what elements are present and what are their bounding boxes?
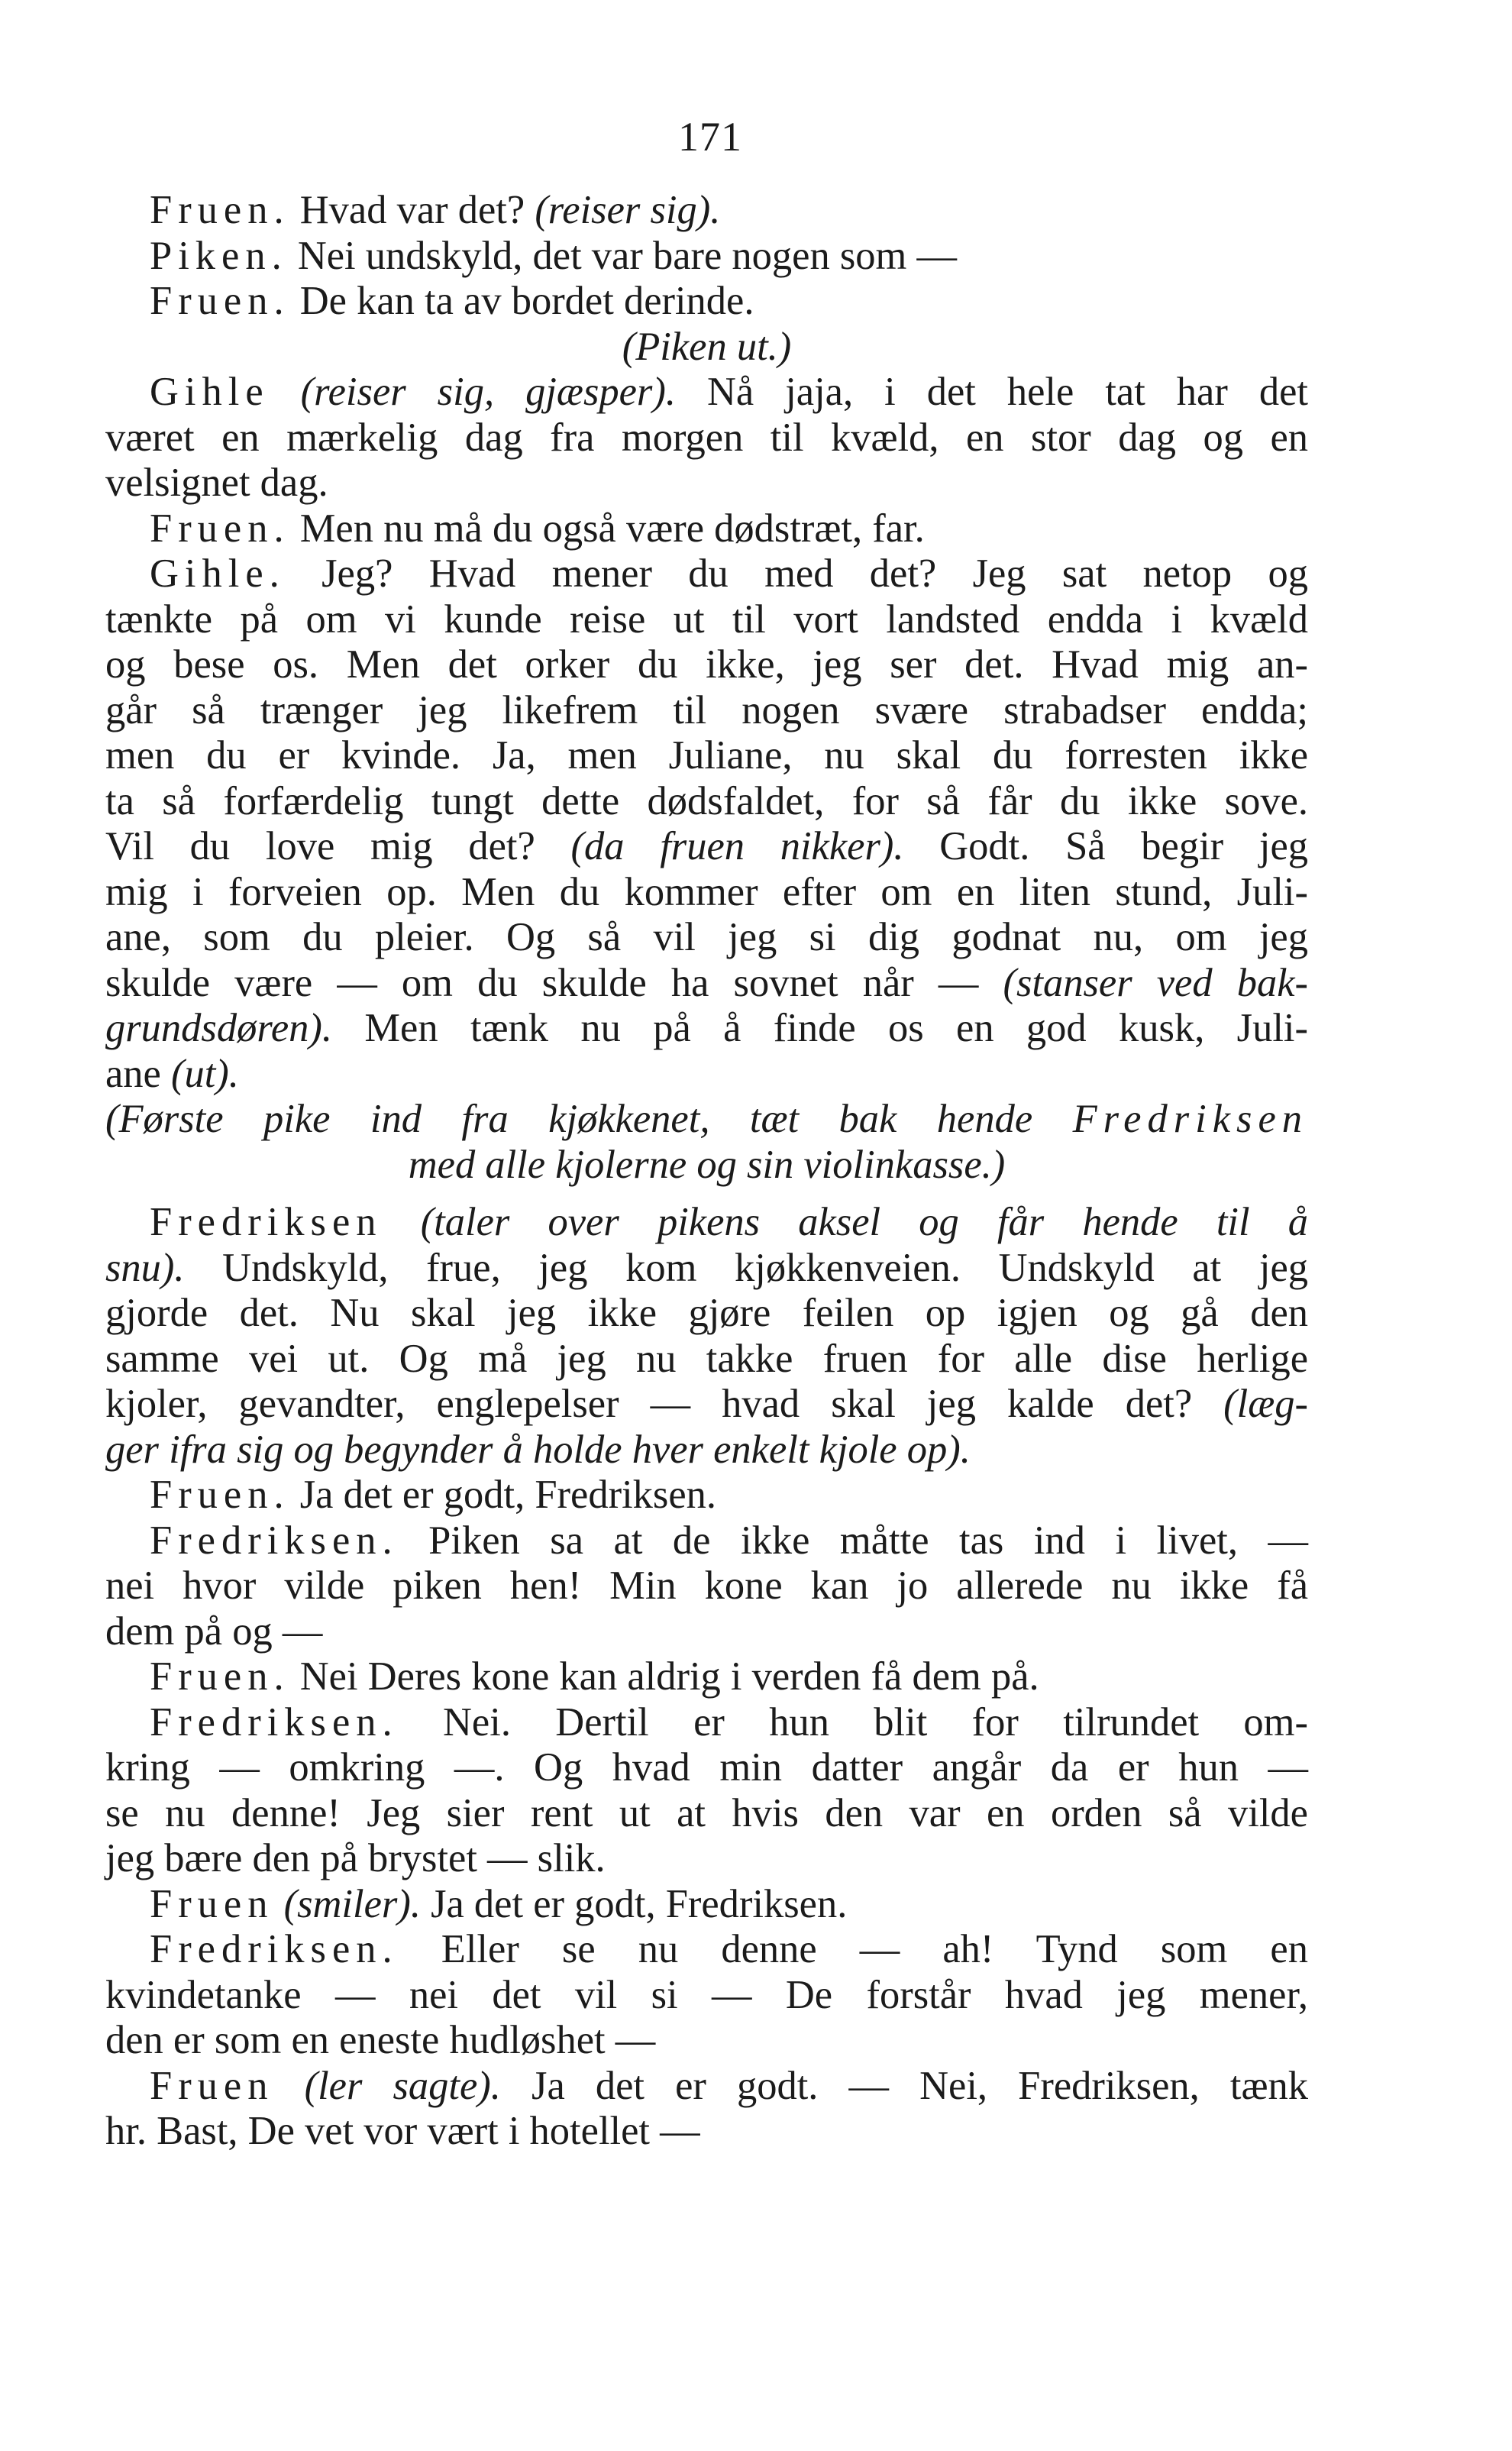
stage-direction: ger ifra sig og begynder å holde hver enkelt kjole op). [105,1427,971,1472]
dialogue-text: Piken sa at de ikke måtte tas ind i livet, — [398,1518,1308,1563]
text-line [105,188,1308,234]
dialogue-text: Men tænk nu på å finde os en god kusk, Juli- [332,1006,1308,1050]
text-line [105,915,1308,961]
dialogue-text: ane [105,1051,171,1096]
dialogue-text: velsignet dag. [105,461,328,505]
speaker-name: Fredriksen. [150,1699,399,1744]
speaker-name: Gihle. [150,551,286,596]
text-line [105,733,1308,779]
text-line [105,1927,1308,1973]
dialogue-text: Ja det er godt, Fredriksen. [420,1881,848,1926]
dialogue-text: tænkte på om vi kunde reise ut til vort landsted endda i kvæld [105,597,1308,642]
text-line [105,1291,1308,1337]
dialogue-text: hr. Bast, De vet vor vært i hotellet — [105,2109,700,2153]
dialogue-text: mig i forveien op. Men du kommer efter om en liten stund, Juli- [105,869,1308,914]
dialogue-text: se nu denne! Jeg sier rent ut at hvis den var en orden så vilde [105,1790,1308,1835]
dialogue-text: nei hvor vilde piken hen! Min kone kan jo allerede nu ikke få [105,1563,1308,1608]
stage-direction: (læg- [1223,1382,1308,1426]
dialogue-text: ane, som du pleier. Og så vil jeg si dig godnat nu, om jeg [105,915,1308,959]
text-line [105,1654,1308,1700]
dialogue-text: kjoler, gevandter, englepelser — hvad skal jeg kalde det? [105,1382,1224,1426]
stage-direction: (reiser sig, gjæsper). [300,370,676,414]
dialogue-text: De kan ta av bordet derinde. [289,279,754,323]
text-line [105,1700,1308,1746]
dialogue-text: Hvad var det? [289,188,535,232]
dialogue-text: dem på og — [105,1609,323,1654]
stage-direction: (stanser ved bak- [1003,960,1308,1005]
text-line [105,870,1308,916]
text-line [105,416,1308,461]
text-line [105,1473,1308,1518]
text-line [105,1836,1308,1882]
dialogue-text: kring — omkring —. Og hvad min datter angår da er hun — [105,1745,1308,1790]
dialogue-text: Eller se nu denne — ah! Tynd som en [398,1927,1308,1971]
text-line [105,1563,1308,1609]
dialogue-text: skulde være — om du skulde ha sovnet når — [105,960,1003,1005]
text-line [105,1518,1308,1564]
stage-direction: (Piken ut.) [622,324,792,369]
speaker-name: Piken. [150,233,288,278]
stage-direction: (ler sagte). [304,2063,501,2108]
dialogue-text [270,370,301,414]
speaker-name: Fredriksen. [150,1927,399,1971]
text-line [105,688,1308,734]
page-number: 171 [678,114,742,160]
dialogue-text: Nei Deres kone kan aldrig i verden få dem på. [289,1654,1039,1699]
text-line [105,1973,1308,2019]
dialogue-text: Nå jaja, i det hele tat har det [675,370,1308,414]
text-line [105,325,1308,370]
dialogue-text [273,2064,304,2108]
dialogue-text: Nei. Dertil er hun blit for tilrundet om- [398,1699,1308,1744]
speaker-name: Fredriksen [1072,1097,1308,1141]
text-line [105,597,1308,643]
dialogue-text: gjorde det. Nu skal jeg ikke gjøre feilen op igjen og gå den [105,1291,1308,1335]
text-line [105,961,1308,1007]
stage-direction: grundsdøren). [105,1006,333,1050]
dialogue-text: samme vei ut. Og må jeg nu takke fruen for alle dise herlige [105,1336,1308,1381]
text-line [105,779,1308,825]
text-line [105,370,1308,416]
stage-direction: snu). [105,1245,185,1290]
text-line [105,1609,1308,1655]
dialogue-text: Ja det er godt, Fredriksen. [289,1473,717,1517]
dialogue-text [383,1200,421,1244]
dialogue-text: og bese os. Men det orker du ikke, jeg ser det. Hvad mig an- [105,642,1308,687]
text-line [105,1791,1308,1837]
text-line [105,2064,1308,2110]
dialogue-text: går så trænger jeg likefrem til nogen svære strabadser endda; [105,687,1308,732]
text-line [105,1006,1308,1052]
speaker-name: Fruen. [150,188,290,232]
text-line [105,1882,1308,1928]
speaker-name: Fruen. [150,1654,290,1699]
text-line [105,1200,1308,1246]
stage-direction: (taler over pikens aksel og får hende til å [420,1200,1308,1244]
text-line [105,1382,1308,1428]
text-line [105,1143,1308,1188]
text-line [105,1246,1308,1292]
play-text [105,188,1308,2155]
speaker-name: Fruen. [150,279,290,323]
text-line [105,2109,1308,2155]
text-line [105,506,1308,552]
dialogue-text: været en mærkelig dag fra morgen til kvæld, en stor dag og en [105,415,1308,460]
paragraph-gap [105,1188,1308,1200]
dialogue-text: Nei undskyld, det var bare nogen som — [287,233,957,278]
text-line [105,234,1308,280]
text-line [105,551,1308,597]
text-line [105,1097,1308,1143]
text-line [105,824,1308,870]
text-line [105,2018,1308,2064]
stage-direction: med alle kjolerne og sin violinkasse.) [408,1142,1006,1187]
dialogue-text: Ja det er godt. — Nei, Fredriksen, tænk [500,2063,1309,2108]
speaker-name: Fruen [150,1881,274,1926]
stage-direction: (ut). [170,1051,239,1096]
speaker-name: Fruen. [150,506,290,551]
text-line [105,1745,1308,1791]
text-line [105,1337,1308,1382]
speaker-name: Fredriksen. [150,1518,399,1563]
dialogue-text: den er som en eneste hudløshet — [105,2018,656,2062]
text-line [105,461,1308,506]
stage-direction: (smiler). [283,1881,421,1926]
dialogue-text: Vil du love mig det? [105,824,571,868]
dialogue-text: Men nu må du også være dødstræt, far. [289,506,925,551]
stage-direction: (da fruen nikker). [570,824,904,868]
speaker-name: Fruen [150,2063,274,2108]
text-line [105,642,1308,688]
text-line [105,1052,1308,1098]
text-line [105,279,1308,325]
dialogue-text: Godt. Så begir jeg [903,824,1308,868]
speaker-name: Gihle [150,370,270,414]
dialogue-text: Undskyld, frue, jeg kom kjøkkenveien. Undskyld at jeg [184,1245,1308,1290]
speaker-name: Fruen. [150,1473,290,1517]
stage-direction: (reiser sig). [535,188,721,232]
text-line [105,1428,1308,1473]
stage-direction: (Første pike ind fra kjøkkenet, tæt bak hende [105,1097,1073,1141]
dialogue-text: Jeg? Hvad mener du med det? Jeg sat netop og [285,551,1308,596]
dialogue-text: men du er kvinde. Ja, men Juliane, nu skal du forresten ikke [105,733,1308,778]
dialogue-text: kvindetanke — nei det vil si — De forstår hvad jeg mener, [105,1972,1308,2017]
dialogue-text: ta så forfærdelig tungt dette dødsfaldet, for så får du ikke sove. [105,778,1308,823]
dialogue-text [273,1882,283,1926]
dialogue-text: jeg bære den på brystet — slik. [105,1836,606,1880]
speaker-name: Fredriksen [150,1200,383,1244]
